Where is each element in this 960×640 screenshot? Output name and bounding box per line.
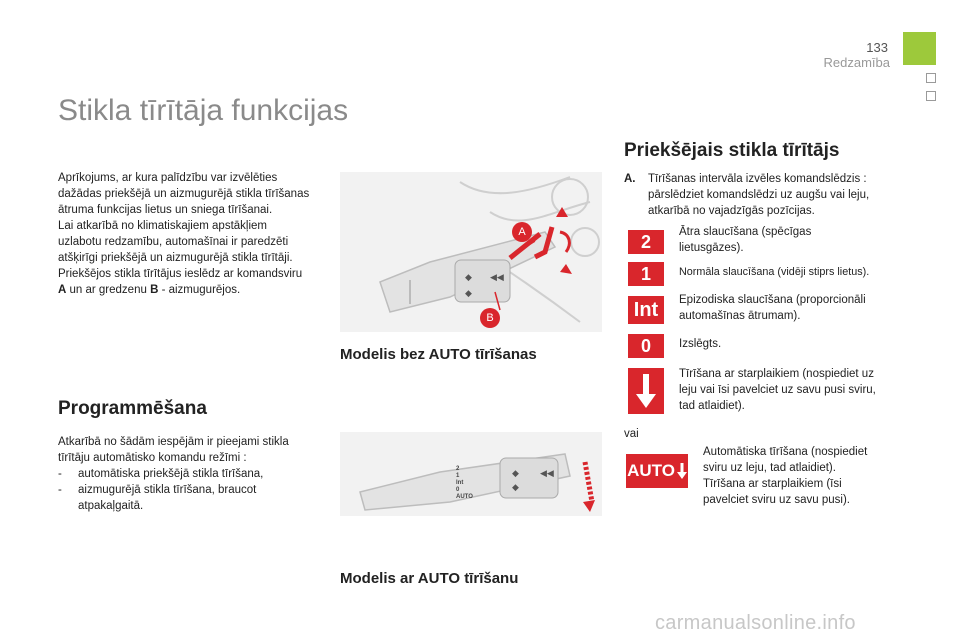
down-arrow-icon	[628, 368, 664, 414]
auto-label: AUTO	[627, 461, 675, 480]
intro-paragraph: Aprīkojums, ar kura palīdzību var izvēlēties dažādas priekšējā un aizmugurējā stikla tīrīšanas ātruma funkcijas lietus un sniega tīrīšanai.	[58, 172, 310, 216]
mode-text: Epizodiska slaucīšana (proporcionāli automašīnas ātrumam).	[679, 294, 866, 322]
callout-a: A	[512, 222, 532, 242]
auto-down-icon	[626, 454, 688, 488]
mode-text: Normāla slaucīšana (vidēji stiprs lietus).	[679, 266, 870, 278]
lever-mark: 1	[456, 473, 460, 479]
page-marker-box	[926, 73, 936, 83]
watermark: carmanualsonline.info	[655, 612, 856, 634]
front-wiper-heading: Priekšējais stikla tīrītājs	[624, 140, 840, 161]
intermittent-icon: Int	[628, 296, 664, 324]
lever-mark: 0	[456, 487, 460, 493]
mode-text: Izslēgts.	[679, 338, 722, 350]
svg-text:◆: ◆	[465, 288, 472, 298]
section-name: Redzamība	[823, 55, 890, 70]
programming-intro: Atkarībā no šādām iespējām ir pieejami stikla tīrītāju automātisko komandu režīmi :	[58, 436, 289, 464]
speed-1-icon: 1	[628, 262, 664, 286]
intro-text	[58, 170, 310, 298]
auto-text-line: Automātiska tīrīšana (nospiediet sviru uz leju, tad atlaidiet).	[703, 446, 868, 474]
programming-text	[58, 434, 310, 514]
intro-paragraph: Lai atkarībā no klimatiskajiem apstākļiem uzlabotu redzamību, automašīnai ir paredzēti atšķirīgi priekšējā un aizmugurējā stikla tīrītāji.	[58, 220, 293, 264]
speed-2-icon: 2	[628, 230, 664, 254]
lever-illustration-auto	[340, 432, 602, 516]
programming-list	[58, 466, 310, 514]
intro-paragraph: Priekšējos stikla tīrītājus ieslēdz ar komandsviru A un ar gredzenu B - aizmugurējos.	[58, 268, 303, 296]
svg-text:◆: ◆	[465, 272, 472, 282]
programming-heading: Programmēšana	[58, 398, 207, 419]
auto-text	[703, 444, 888, 508]
callout-b: B	[480, 308, 500, 328]
list-item: - aizmugurējā stikla tīrīšana, braucot atpakaļgaitā.	[58, 482, 310, 514]
lever-illustration-standard	[340, 172, 602, 332]
lever-mark: AUTO	[456, 494, 473, 500]
svg-text:◆: ◆	[512, 468, 519, 478]
model-without-auto-caption: Modelis bez AUTO tīrīšanas	[340, 346, 537, 363]
list-item: - automātiska priekšējā stikla tīrīšana,	[58, 466, 310, 482]
off-0-icon: 0	[628, 334, 664, 358]
svg-text:◆: ◆	[512, 482, 519, 492]
item-a-label: A.	[624, 173, 636, 185]
chapter-marker	[903, 32, 936, 65]
svg-text:◀◀: ◀◀	[540, 468, 554, 478]
page-number: 133	[866, 40, 888, 55]
auto-text-line: Tīrīšana ar starplaikiem (īsi pavelciet sviru uz savu pusi).	[703, 478, 851, 506]
mode-text: Ātra slaucīšana (spēcīgas lietusgāzes).	[679, 226, 812, 254]
page-title: Stikla tīrītāja funkcijas	[58, 94, 349, 127]
lever-mark: 2	[456, 466, 460, 472]
model-with-auto-caption: Modelis ar AUTO tīrīšanu	[340, 570, 519, 587]
lever-marks	[456, 466, 473, 501]
item-a-text: Tīrīšanas intervāla izvēles komandslēdzis : pārslēdziet komandslēdzi uz augšu vai leju, atkarībā no vajadzīgās pozīcijas.	[648, 173, 870, 217]
svg-text:◀◀: ◀◀	[490, 272, 504, 282]
lever-mark: Int	[456, 480, 464, 486]
or-text: vai	[624, 428, 639, 440]
page-marker-box	[926, 91, 936, 101]
down-press-text: Tīrīšana ar starplaikiem (nospiediet uz leju vai īsi pavelciet uz savu pusi sviru, tad atlaidiet).	[679, 368, 876, 412]
